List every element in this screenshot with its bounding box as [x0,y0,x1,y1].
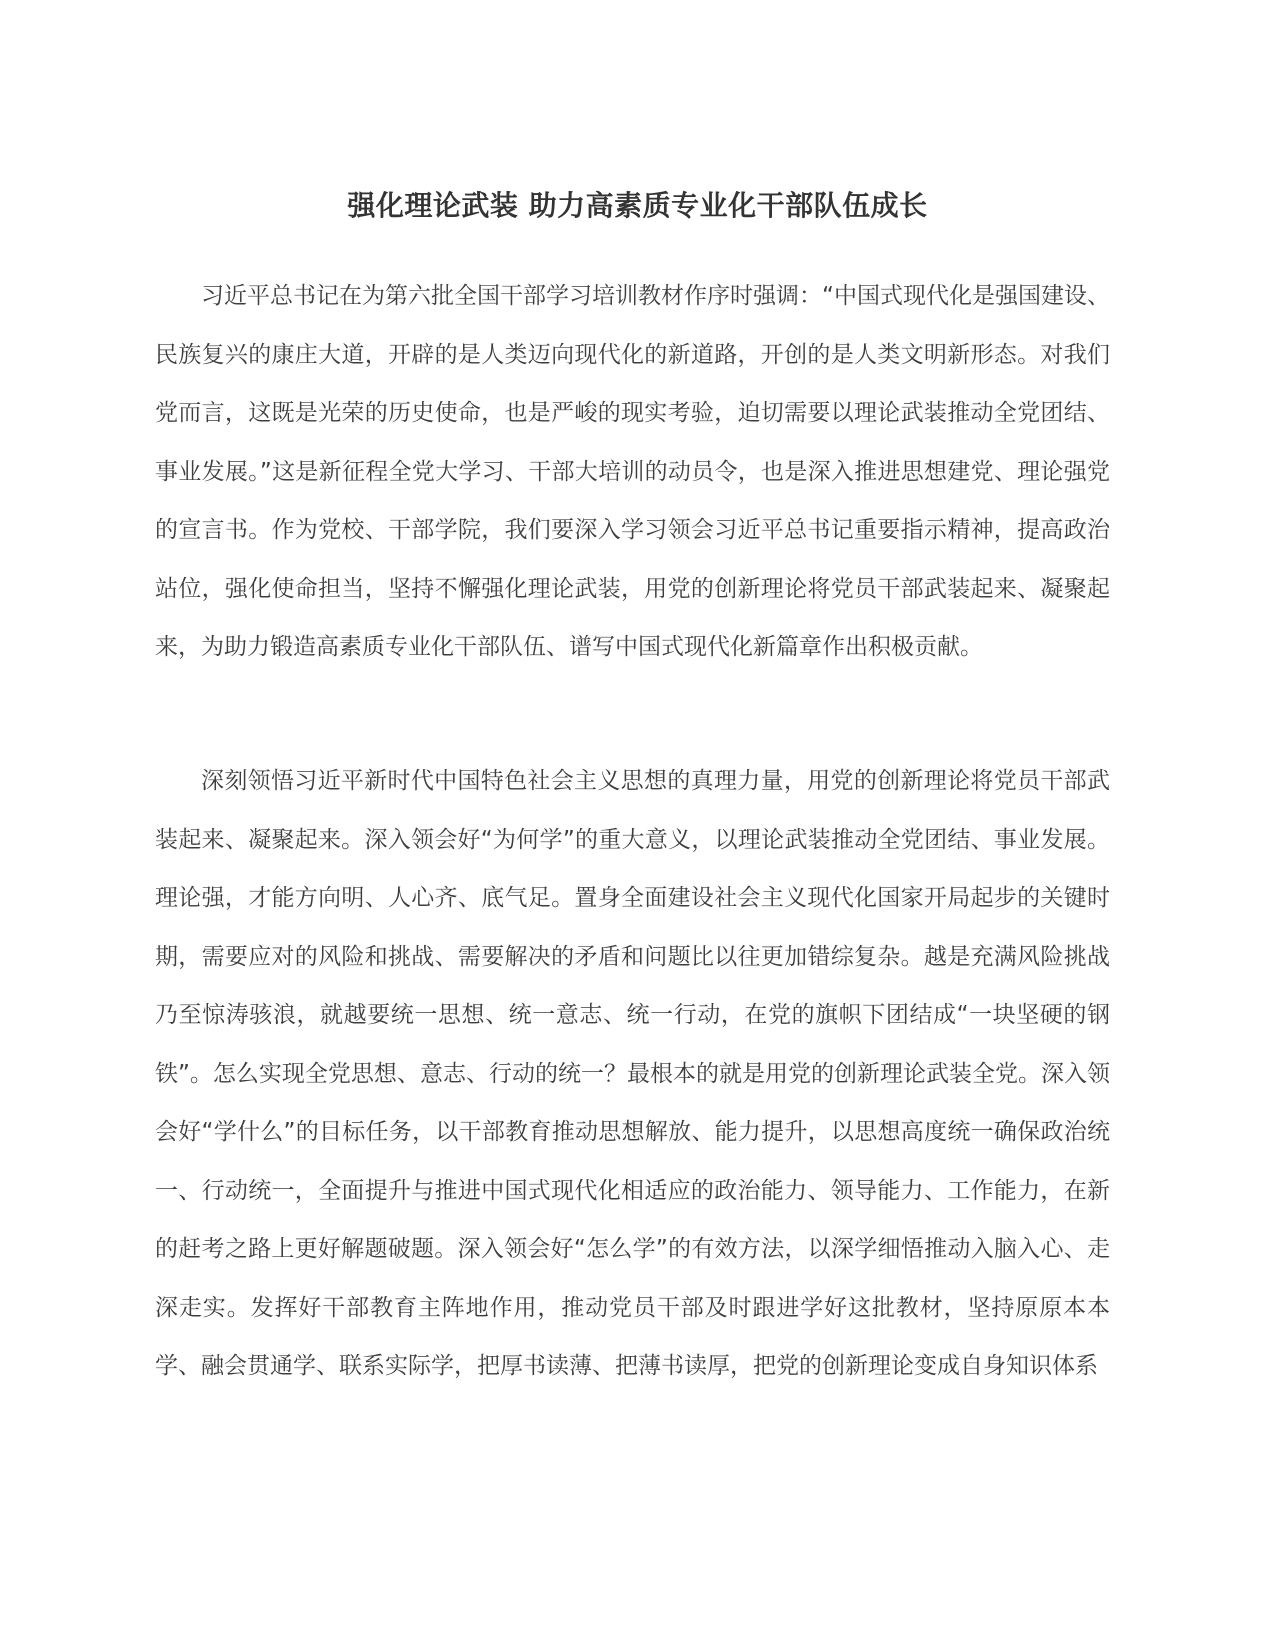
paragraph-1: 习近平总书记在为第六批全国干部学习培训教材作序时强调：“中国式现代化是强国建设、民族复兴的康庄大道，开辟的是人类迈向现代化的新道路，开创的是人类文明新形态。对我们党而言，这既是光荣的历史使命，也是严峻的现实考验，迫切需要以理论武装推动全党团结、事业发展。”这是新征程全党大学习、干部大培训的动员令，也是深入推进思想建党、理论强党的宣言书。作为党校、干部学院，我们要深入学习领会习近平总书记重要指示精神，提高政治站位，强化使命担当，坚持不懈强化理论武装，用党的创新理论将党员干部武装起来、凝聚起来，为助力锻造高素质专业化干部队伍、谱写中国式现代化新篇章作出积极贡献。 [155,283,1110,660]
paragraph-2: 深刻领悟习近平新时代中国特色社会主义思想的真理力量，用党的创新理论将党员干部武装起来、凝聚起来。深入领会好“为何学”的重大意义，以理论武装推动全党团结、事业发展。理论强，才能方向明、人心齐、底气足。置身全面建设社会主义现代化国家开局起步的关键时期，需要应对的风险和挑战、需要解决的矛盾和问题比以往更加错综复杂。越是充满风险挑战乃至惊涛骇浪，就越要统一思想、统一意志、统一行动，在党的旗帜下团结成“一块坚硬的钢铁”。怎么实现全党思想、意志、行动的统一？最根本的就是用党的创新理论武装全党。深入领会好“学什么”的目标任务，以干部教育推动思想解放、能力提升，以思想高度统一确保政治统一、行动统一，全面提升与推进中国式现代化相适应的政治能力、领导能力、工作能力，在新的赶考之路上更好解题破题。深入领会好“怎么学”的有效方法，以深学细悟推动入脑入心、走深走实。发挥好干部教育主阵地作用，推动党员干部及时跟进学好这批教材，坚持原原本本学、融会贯通学、联系实际学，把厚书读薄、把薄书读厚，把党的创新理论变成自身知识体系 [155,768,1110,1379]
paragraph-1-block [155,267,1110,677]
paragraph-2-block [155,752,1110,1396]
document-title: 强化理论武装 助力高素质专业化干部队伍成长 [347,189,928,222]
